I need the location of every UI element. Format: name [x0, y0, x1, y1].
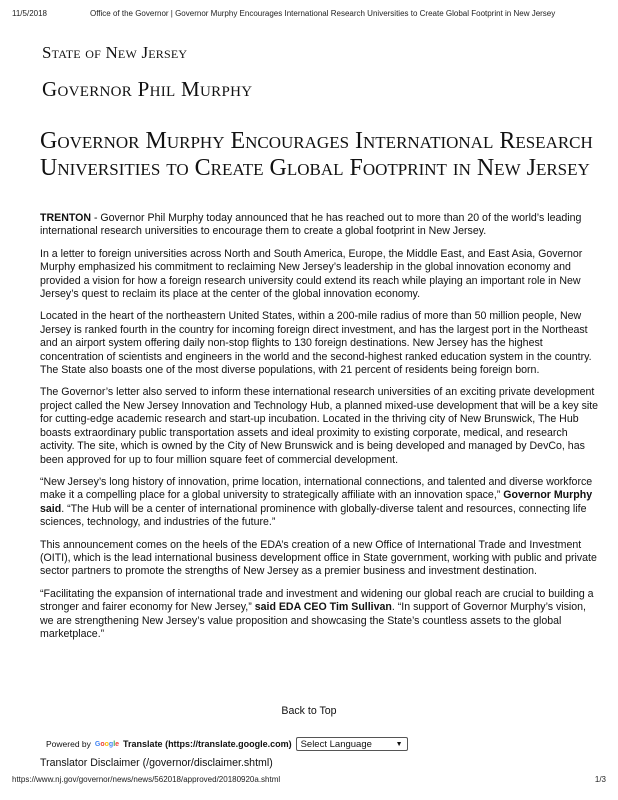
- paragraph-4: The Governor’s letter also served to inform these international research universities of an exciting private development project called the New Jersey Innovation and Technology Hub, a planned mixed-use development that will be a key site for cutting-edge academic research and start-up incubation. Located in the thriving city of New Brunswick, The Hub boasts extraordinary public transportation assets and ideal proximity to existing corporate, medical, and research activity. The site, which is owned by the City of New Brunswick and is being developed and managed by DevCo, has been approved for up to four million square feet of commercial development.: [40, 386, 599, 466]
- paragraph-3: Located in the heart of the northeastern United States, within a 200-mile radius of more than 50 million people, New Jersey is ranked fourth in the country for incoming foreign direct investment, and has the largest port in the Northeast and an airport system offering daily non-stop flights to 130 foreign destinations. New Jersey has the highest concentration of scientists and engineers in the world and the second-highest ranked education system in the country. The State also boasts one of the most diverse populations, with 21 percent of residents being foreign born.: [40, 310, 592, 377]
- translate-link[interactable]: Translate (https://translate.google.com): [123, 739, 292, 749]
- article-body: [40, 212, 600, 650]
- quote-attribution: said EDA CEO Tim Sullivan: [254, 601, 392, 614]
- chevron-down-icon: ▼: [395, 740, 403, 748]
- state-of-nj-link[interactable]: State of New Jersey: [42, 43, 188, 62]
- google-logo: Google: [94, 740, 120, 748]
- google-translate-widget: [46, 737, 408, 751]
- back-to-top-link[interactable]: Back to Top: [281, 705, 337, 717]
- dateline: TRENTON: [40, 212, 92, 224]
- governor-name-link[interactable]: Governor Phil Murphy: [42, 77, 253, 101]
- powered-by-label: Powered by: [46, 739, 91, 749]
- print-url: https://www.nj.gov/governor/news/news/562018/approved/20180920a.shtml: [12, 775, 281, 784]
- language-select[interactable]: [296, 737, 408, 751]
- translator-disclaimer-link[interactable]: Translator Disclaimer (/governor/disclaimer.shtml): [40, 757, 273, 769]
- quote-attribution: Governor Murphy said: [40, 489, 593, 515]
- language-select-value: Select Language: [300, 738, 372, 750]
- paragraph-6: This announcement comes on the heels of the EDA’s creation of a new Office of International Trade and Investment (OITI), which is the lead international business development office in State government, working with public and private sector partners to promote the strengths of New Jersey as a premier business and investment destination.: [40, 538, 597, 578]
- print-date: 11/5/2018: [12, 9, 47, 18]
- print-page-number: 1/3: [594, 775, 606, 784]
- paragraph-7: “Facilitating the expansion of international trade and investment and widening our global reach are crucial to building a stronger and fairer economy for New Jersey,” said EDA CEO Tim Sullivan. “In support of Governor Murphy’s vision, we are strengthening New Jersey’s value proposition and showcasing the State’s countless assets to the global marketplace.”: [40, 587, 594, 640]
- paragraph-1: TRENTON - Governor Phil Murphy today announced that he has reached out to more than 20 of the world’s leading international research universities to encourage them to create a global footprint in New Jersey.: [40, 212, 582, 238]
- article-headline: Governor Murphy Encourages International Research Universities to Create Global Footprint in New Jersey: [40, 128, 593, 181]
- paragraph-2: In a letter to foreign universities across North and South America, Europe, the Middle East, and East Asia, Governor Murphy emphasized his commitment to reclaiming New Jersey’s leadership in the global innovation economy and provided a vision for how a foreign research university could extend its reach while playing an important role in New Jersey’s quest to reclaim its place at the center of the global innovation economy.: [40, 247, 583, 301]
- paragraph-5: “New Jersey’s long history of innovation, prime location, international connections, and talented and diverse workforce make it a compelling place for a global university to strategically affiliate with an innovation space,” Governor Murphy said. “The Hub will be a center of international prominence with globally-diverse talent and resources, connecting life sciences, technology, and industries of the future.”: [40, 475, 593, 529]
- print-page-title: Office of the Governor | Governor Murphy Encourages International Research Universities to Create Global Footprint in New Jersey: [90, 9, 556, 18]
